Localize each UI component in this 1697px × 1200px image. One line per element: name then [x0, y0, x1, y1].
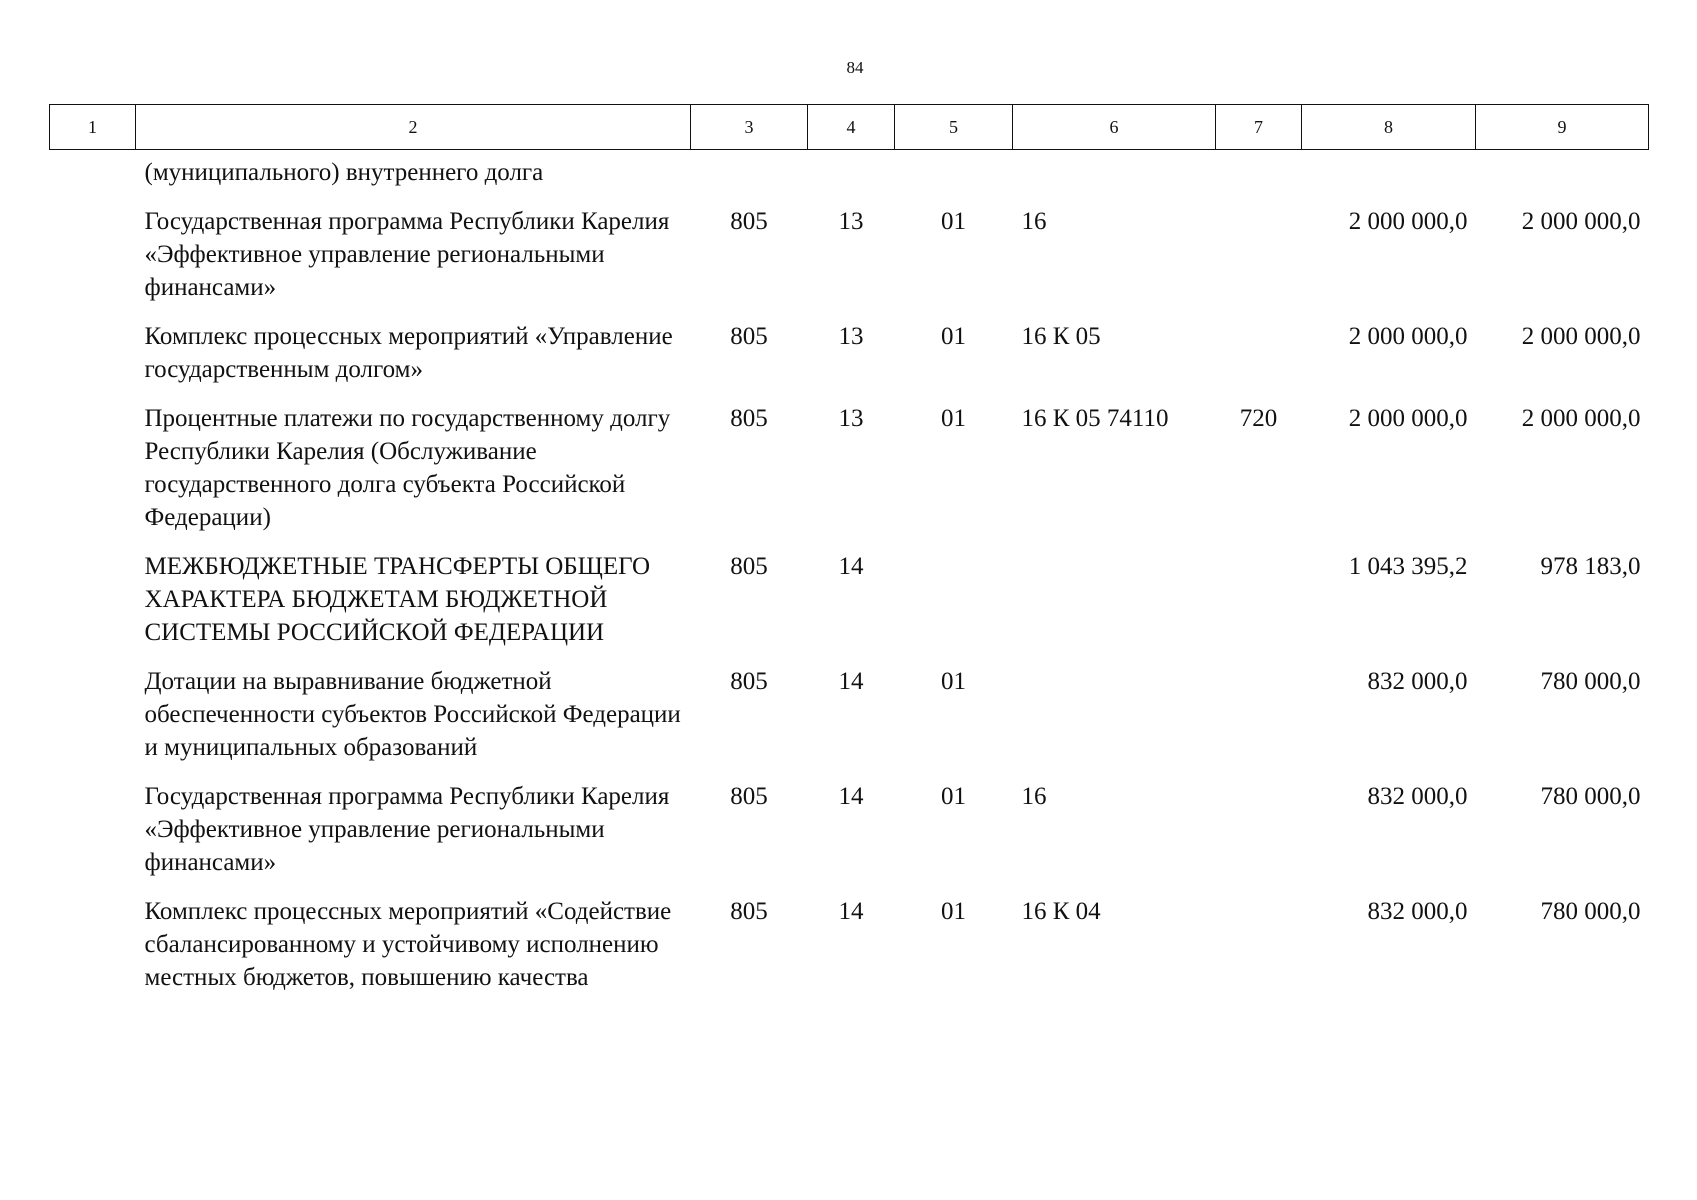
row-amount-year-2: 978 183,0	[1540, 553, 1641, 580]
row-section-code: 14	[838, 668, 864, 695]
row-expense-type	[1216, 780, 1302, 895]
row-name: Процентные платежи по государственному долгу Республики Карелия (Обслуживание государственного долга субъекта Российской Федерации)	[144, 405, 671, 531]
page-number: 84	[846, 58, 864, 77]
row-ministry-code: 805	[730, 208, 768, 235]
table-row	[50, 665, 1649, 780]
row-name: Комплекс процессных мероприятий «Содействие сбалансированному и устойчивому исполнению местных бюджетов, повышению качества	[144, 898, 672, 991]
header-col-8: 8	[1302, 105, 1476, 150]
row-amount-year-1: 832 000,0	[1367, 898, 1468, 925]
row-name: Государственная программа Республики Карелия «Эффективное управление региональными финансами»	[144, 208, 670, 301]
table-row	[50, 402, 1649, 550]
row-amount-year-1: 2 000 000,0	[1348, 208, 1468, 235]
row-subsection-code: 01	[941, 405, 966, 432]
row-name: МЕЖБЮДЖЕТНЫЕ ТРАНСФЕРТЫ ОБЩЕГО ХАРАКТЕРА БЮДЖЕТАМ БЮДЖЕТНОЙ СИСТЕМЫ РОССИЙСКОЙ ФЕДЕРАЦИИ	[144, 553, 651, 646]
table-row	[50, 150, 1649, 206]
header-col-6: 6	[1013, 105, 1216, 150]
row-expense-type: 720	[1239, 405, 1278, 432]
row-amount-year-2: 780 000,0	[1540, 898, 1641, 925]
row-expense-type	[1216, 205, 1302, 320]
row-ministry-code: 805	[730, 553, 768, 580]
row-target-article: 16 К 05	[1021, 323, 1101, 350]
table-row	[50, 205, 1649, 320]
row-amount-year-1: 1 043 395,2	[1348, 553, 1468, 580]
row-amount-year-1	[1302, 150, 1476, 206]
row-subsection-code: 01	[941, 668, 966, 695]
row-section-code: 14	[838, 783, 864, 810]
row-number	[50, 665, 136, 780]
header-row	[50, 105, 1649, 150]
row-ministry-code: 805	[730, 783, 768, 810]
header-col-4: 4	[808, 105, 895, 150]
row-number	[50, 205, 136, 320]
row-expense-type	[1216, 320, 1302, 402]
row-ministry-code: 805	[730, 898, 768, 925]
row-number	[50, 150, 136, 206]
row-target-article: 16 К 05 74110	[1021, 405, 1169, 432]
row-target-article: 16	[1021, 783, 1047, 810]
row-section-code: 14	[838, 898, 864, 925]
table-header	[50, 105, 1649, 150]
row-subsection-code	[895, 150, 1013, 206]
row-section-code: 13	[838, 208, 864, 235]
row-number	[50, 550, 136, 665]
row-amount-year-2: 2 000 000,0	[1521, 405, 1641, 432]
table-body	[50, 150, 1649, 1011]
row-target-article: 16	[1021, 208, 1047, 235]
row-subsection-code: 01	[941, 783, 966, 810]
row-target-article	[1013, 665, 1216, 780]
row-amount-year-2	[1476, 150, 1649, 206]
header-col-5: 5	[895, 105, 1013, 150]
table-row	[50, 780, 1649, 895]
row-amount-year-1: 2 000 000,0	[1348, 405, 1468, 432]
row-ministry-code: 805	[730, 668, 768, 695]
row-subsection-code: 01	[941, 323, 966, 350]
row-name: Комплекс процессных мероприятий «Управление государственным долгом»	[144, 323, 673, 383]
header-col-1: 1	[50, 105, 136, 150]
row-section-code	[808, 150, 895, 206]
header-col-9: 9	[1476, 105, 1649, 150]
budget-table	[49, 104, 1649, 1010]
row-name: (муниципального) внутреннего долга	[144, 159, 544, 186]
row-ministry-code: 805	[730, 323, 768, 350]
row-amount-year-1: 832 000,0	[1367, 668, 1468, 695]
row-amount-year-1: 832 000,0	[1367, 783, 1468, 810]
table-row	[50, 550, 1649, 665]
row-expense-type	[1216, 150, 1302, 206]
row-name: Государственная программа Республики Карелия «Эффективное управление региональными финансами»	[144, 783, 670, 876]
row-name: Дотации на выравнивание бюджетной обеспеченности субъектов Российской Федерации и муниципальных образований	[144, 668, 681, 761]
header-col-2: 2	[136, 105, 691, 150]
row-section-code: 14	[838, 553, 864, 580]
row-ministry-code	[691, 150, 808, 206]
row-subsection-code: 01	[941, 208, 966, 235]
row-expense-type	[1216, 550, 1302, 665]
row-amount-year-1: 2 000 000,0	[1348, 323, 1468, 350]
row-expense-type	[1216, 895, 1302, 1010]
row-number	[50, 895, 136, 1010]
row-amount-year-2: 780 000,0	[1540, 783, 1641, 810]
header-col-3: 3	[691, 105, 808, 150]
row-subsection-code	[895, 550, 1013, 665]
row-ministry-code: 805	[730, 405, 768, 432]
row-amount-year-2: 2 000 000,0	[1521, 208, 1641, 235]
row-target-article	[1013, 550, 1216, 665]
row-number	[50, 320, 136, 402]
row-section-code: 13	[838, 405, 864, 432]
row-target-article	[1013, 150, 1216, 206]
row-number	[50, 402, 136, 550]
row-section-code: 13	[838, 323, 864, 350]
table-row	[50, 320, 1649, 402]
row-target-article: 16 К 04	[1021, 898, 1101, 925]
row-subsection-code: 01	[941, 898, 966, 925]
row-amount-year-2: 2 000 000,0	[1521, 323, 1641, 350]
header-col-7: 7	[1216, 105, 1302, 150]
row-amount-year-2: 780 000,0	[1540, 668, 1641, 695]
row-expense-type	[1216, 665, 1302, 780]
table-row	[50, 895, 1649, 1010]
row-number	[50, 780, 136, 895]
